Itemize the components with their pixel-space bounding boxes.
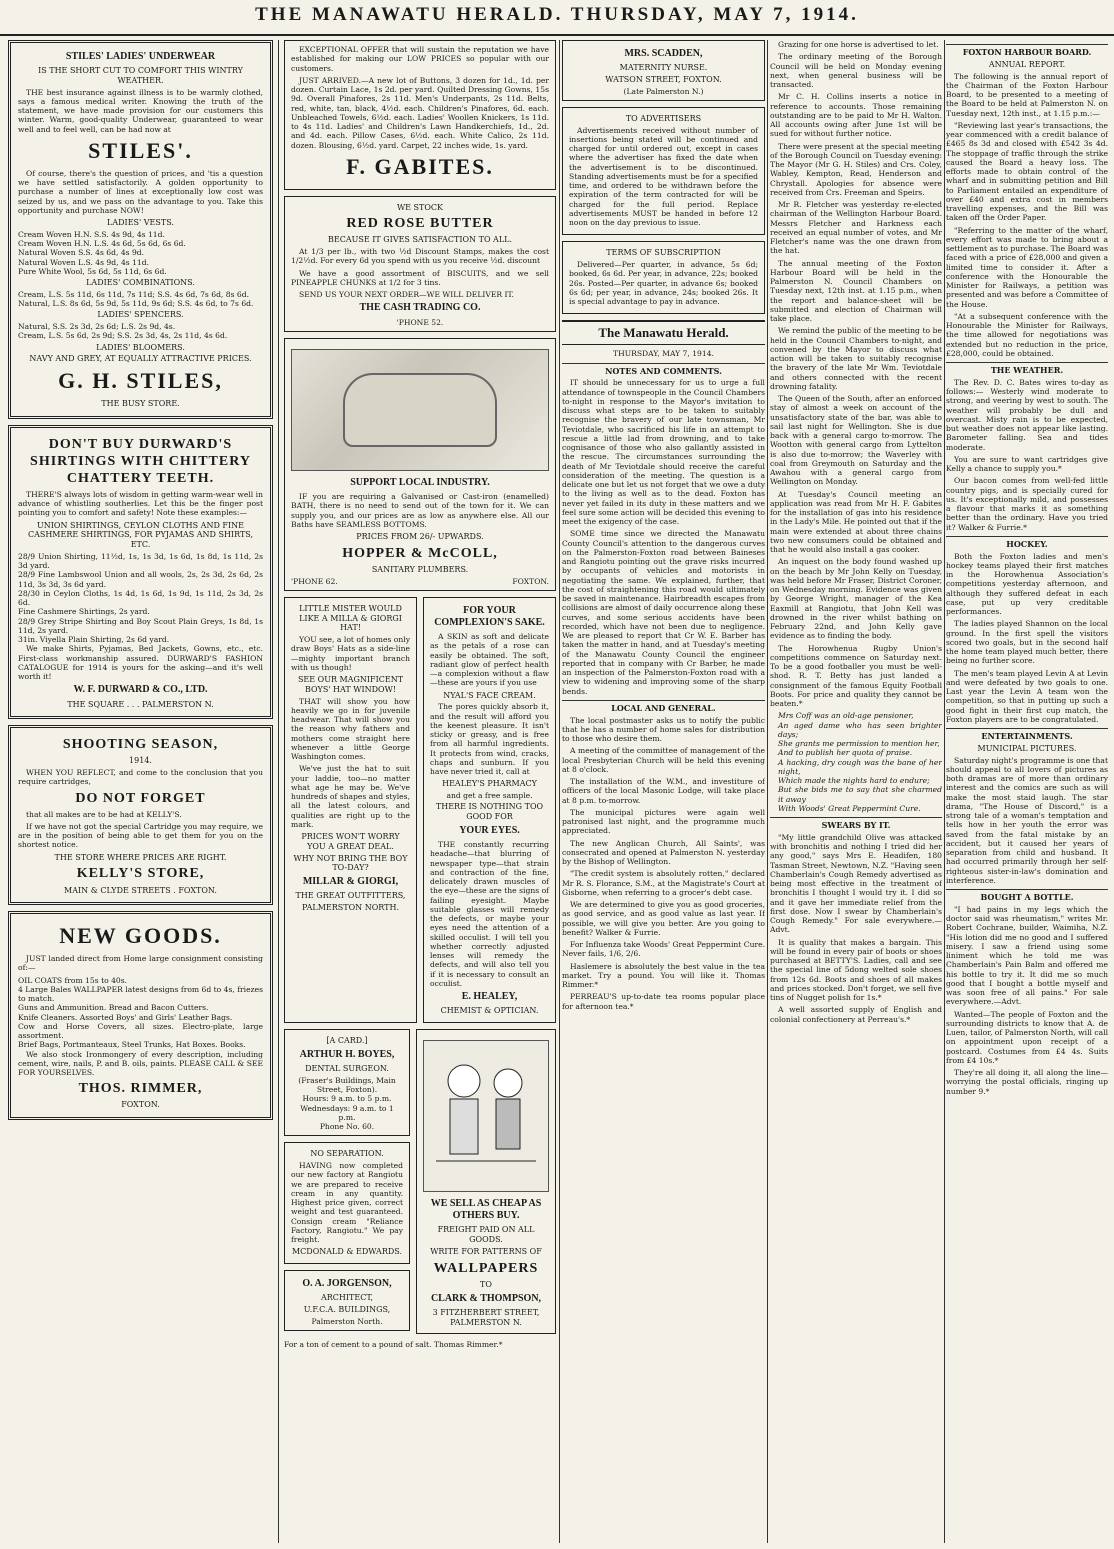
list-item: 4 Large Bales WALLPAPER latest designs from 6d to 4s, friezes to match. [18,984,263,1004]
rugby-paragraph: The Horowhenua Rugby Union's competitions commence on Saturday next. To be a good footballer you must be well-shod. R. T. Betty has just landed a consignment of the famous Equity Football Boots. For price and quality they cannot be beaten.* [770,643,942,708]
list-item: Natural, S.S. 2s 3d, 2s 6d; L.S. 2s 9d, 4s. [18,322,176,332]
eyes-heading1: THERE IS NOTHING TOO GOOD FOR [435,802,544,822]
kelly-year: 1914. [129,756,152,766]
vests-list [18,230,263,276]
boyes-trade: DENTAL SURGEON. [305,1064,389,1074]
jorgenson-card [284,1270,410,1331]
cash-stock: WE STOCK [396,202,444,212]
clark-wallpapers: WALLPAPERS [433,1260,539,1276]
column-2 [284,40,556,1543]
column-5 [946,40,1108,1543]
cash-trading-advert [284,196,556,332]
stiles-sub: IS THE SHORT CUT TO COMFORT THIS WINTRY WEATHER. [38,66,243,85]
durward-lines: UNION SHIRTINGS, CEYLON CLOTHS AND FINE CASHMERE SHIRTINGS, FOR PYJAMAS AND SHIRTS, ETC. [27,520,254,550]
left-cards [284,1029,410,1340]
verse-line: An aged dame who has seen brighter days; [778,720,942,739]
kelly-shop: KELLY'S STORE, [76,866,205,882]
article-paragraph: For Influenza take Woods' Great Peppermint Cure. Never fails, 1/6, 2/6. [562,940,765,959]
durward-heading: DON'T BUY DURWARD'S SHIRTINGS WITH CHITTERY CHATTERY TEETH. [30,436,251,486]
wanted-paragraph: Wanted—The people of Foxton and the surrounding districts to know that A. de Luen, tailor, of Palmerston North, will call on appointment upon receipt of a postcard. Costumes from £4 4s. Suits from £4 10s.* [946,1009,1108,1065]
article-paragraph: Mr R. Fletcher was yesterday re-elected chairman of the Wellington Harbour Board. Messrs Fletcher and Harkness each received an equal number of votes, and Mr Fletcher's name was the one drawn from the hat. [770,200,942,256]
harbour-heading: FOXTON HARBOUR BOARD. [946,44,1108,58]
article-paragraph: The municipal pictures were again well patronised last night, and the programme much appreciated. [562,807,765,836]
cash-shop: THE CASH TRADING CO. [359,302,481,314]
healey-advert [423,597,556,1023]
kelly-line4: THE STORE WHERE PRICES ARE RIGHT. [54,852,227,862]
article-paragraph: The ordinary meeting of the Borough Council will be held on Monday evening next, when general business will be transacted. [770,52,942,89]
rimmer-closing: We also stock Ironmongery of every description, including cement, wire, nails, P. and B. oils, paints. PLEASE CALL & SEE FOR YOURSELVES. [18,1049,263,1078]
article-paragraph: The installation of the W.M., and investiture of officers of the local Masonic Lodge, will take place at 8 p.m. to-morrow. [562,777,765,805]
advertisers-heading: TO ADVERTISERS [625,113,702,123]
article-paragraph: There were present at the special meeting of the Borough Council on Tuesday evening: The Mayor (Mr G. H. Stiles) and Crs. Coley, Wabley, Kempton, Read, Henderson and Chrystall. Apologies for absence were received from Crs. Freeman and Speirs. [770,141,942,197]
clark-address: 3 FITZHERBERT STREET, PALMERSTON N. [432,1307,540,1327]
article-paragraph: Haslemere is absolutely the best value in the tea market. Try a pound. You will like it. Thomas Rimmer.* [562,961,765,990]
stiles-tagline: THE BUSY STORE. [101,398,180,408]
millar-advert [284,597,417,1023]
harbour-subheading: ANNUAL REPORT. [988,59,1066,69]
list-item: Natural Woven L.S. 4s 9d, 4s 11d. [18,257,150,267]
scadden-card [562,40,765,101]
healey-pharmacy: HEALEY'S PHARMACY [442,779,537,789]
eyes-body: THE constantly recurring headache—that blurring of newspaper type—that strain and contraction of the fine, delicately drawn muscles of the eye—these are the signs of failing eyesight. Maybe suitable glasses will remedy the defects, or maybe your eyes need the attention of a skilled occulist. I will tell you whether correctly adjusted lenses will remedy the defects, and will also tell you if it is necessary to consult an occulist. [430,840,549,988]
list-item: Cream, L.S. 5s 11d, 6s 11d, 7s 11d; S.S. 4s 6d, 7s 6d, 8s 6d. [18,289,250,299]
article-paragraph: Both the Foxton ladies and men's hockey teams played their first matches in the Horowhenua Association's competitions yesterday afternoon, and although they suffered defeat in each case, put up very creditable performances. [946,551,1108,616]
column-4 [770,40,942,1543]
stiles-advert [8,40,273,419]
local-heading: LOCAL AND GENERAL. [562,700,765,714]
column-rule [944,40,945,1543]
cash-body1: At 1/3 per lb., with two ½d Discount Stamps, makes the cost 1/2½d. For every 6d you spend with us you receive ½d. discount [291,247,549,266]
eyes-heading2: YOUR EYES. [459,824,520,836]
clark-freight: FREIGHT PAID ON ALL GOODS. [437,1225,535,1245]
subscription-heading: TERMS OF SUBSCRIPTION [606,248,721,258]
clark-heading: WE SELL AS CHEAP AS OTHERS BUY. [430,1198,542,1222]
hopper-phone: 'PHONE 62. [291,576,338,586]
healey-body2: The pores quickly absorb it, and the result will afford you the keenest pleasure. It isn't sticky or greasy, and is free from all harmful ingredients. It protects from wind, cracks, chaps and sunburn. If you have never tried it, call at [430,702,549,777]
vests-heading: LADIES' VESTS. [107,218,174,228]
bottle-body: "I had pains in my legs which the doctor said was rheumatism," writes Mr. Robert Cochrane, builder, Waimiha, N.Z. "His lotion did me no good and I suffered misery. I saw a friend using some liniment which he told me was Chamberlain's Pain Balm and offered me his bottle to try it. It did me so much good that I bought a bottle myself and was soon free of all pains." For sale everywhere.—Advt. [946,904,1108,1007]
healey-shop: E. HEALEY, [461,991,518,1003]
entertainments-subheading: MUNICIPAL PICTURES. [977,743,1077,753]
rimmer-heading: NEW GOODS. [59,923,222,949]
list-item: 28/9 Union Shirting, 11½d, 1s, 1s 3d, 1s 6d, 1s 8d, 1s 11d, 2s 3d yard. [18,551,263,571]
hopper-footer [291,577,549,586]
list-item: OIL COATS from 15s to 40s. [18,975,128,985]
millar-body2: THAT will show you how heavily we go in for juvenile headwear. That will show you the reason why fathers and mothers come straight here whenever a little George Washington comes. [291,696,410,762]
kelly-heading: SHOOTING SEASON, [62,737,219,753]
article-paragraph: The local postmaster asks us to notify the public that he has a number of home sales for distribution to those who desire them. [562,715,765,744]
boyes-phone: Phone No. 60. [319,1122,375,1132]
bloomers-heading: LADIES' BLOOMERS. [96,342,185,352]
mcdonald-shop: MCDONALD & EDWARDS. [291,1247,403,1257]
weather-body: The Rev. D. C. Bates wires to-day as follows:— Westerly wind moderate to strong, and veering by west to south. The weather will probably be dull and overcast. Misty rain is to be expected, but weather does not appear like lasting. Barometer falling. Sea and tides moderate. [946,377,1108,452]
subscription-notice [562,241,765,314]
list-item: 28/9 Grey Stripe Shirting and Boy Scout Plain Greys, 1s 8d, 1s 11d, 2s yard. [18,616,263,635]
cash-sub: BECAUSE IT GIVES SATISFACTION TO ALL. [328,235,512,245]
boyes-card [284,1029,410,1136]
paper-title: The Manawatu Herald. [562,320,765,345]
list-item: 28/9 Fine Lambswool Union and all wools, 2s, 2s 3d, 2s 6d, 2s 11d, 3s 3d, 3s 6d yard. [18,570,263,589]
millar-body: YOU see, a lot of homes only draw Boys' Hats as a side-line—mighty important branch with us though! [291,635,410,672]
stiles-shop: G. H. STILES, [58,368,223,394]
hopper-town: FOXTON. [512,576,549,586]
millar-why: WHY NOT BRING THE BOY TO-DAY? [293,853,408,873]
article-paragraph: Mr C. H. Collins inserts a notice in reference to accounts. Those remaining outstanding are to be paid to Mr H. Walton. All accounts owing after June 1st will be sued for without further notice. [770,92,942,139]
rimmer-intro: JUST landed direct from Home large consignment consisting of:— [18,954,263,973]
column-3 [562,40,765,1543]
verse-line: With Woods' Great Peppermint Cure. [778,803,921,813]
mcdonald-advert [284,1142,410,1264]
article-paragraph: IT should be unnecessary for us to urge a full attendance of townspeople in the Council Chambers to-night in response to the Mayor's invitation to discuss what steps are to be taken to suitably recognise the bravery of our late townsman, Mr Teviotdale, who sacrificed his life in an attempt to rescue a little lad from drowning, and to take cognisance of those who also gallantly assisted in the rescue. The circumstances surrounding the death of Mr Teviotdale should receive the careful consideration of the meeting. The question is a delicate one but let us not forget that we owe a duty to the living as well as to the dead. Foxton has never yet failed in its duty in these matters and we feel sure some action will be decided this evening to meet the exigency of the case. [562,378,765,527]
advertisers-notice [562,107,765,236]
list-item: 31in. Viyella Plain Shirting, 2s 6d yard. [18,635,170,645]
cartoon-figures-icon [424,1041,548,1191]
rimmer-shop: THOS. RIMMER, [78,1081,203,1097]
gabites-intro: EXCEPTIONAL OFFER that will sustain the reputation we have established for making our LOW PRICES so popular with our customers. [291,45,549,73]
list-item: Cream Woven H.N. L.S. 4s 6d, 5s 6d, 6s 6d. [18,239,186,249]
gabites-advert [284,40,556,190]
column-rule [278,40,279,1543]
durward-address: THE SQUARE . . . PALMERSTON N. [67,699,214,709]
millar-town: PALMERSTON NORTH. [301,903,399,913]
scadden-late: (Late Palmerston N.) [623,86,704,96]
hopper-trade: SANITARY PLUMBERS. [371,564,469,574]
article-paragraph: The ladies played Shannon on the local ground. In the first spell the visitors scored two goals, but in the second half the home team played much better, there being no further score. [946,619,1108,666]
boyes-hours: Hours: 9 a.m. to 5 p.m. Wednesdays: 9 a.m. to 1 p.m. [300,1094,394,1122]
advertisers-body: Advertisements received without number of insertions being stated will be continued and charged for until ordered out, except in cases where the advertiser has fixed the date when the advertisement is to be discontinued. Standing advertisements must be for a specified time, and ordered to be withdrawn before the expiration of the term contracted for will be charged for the full period. Replace advertisements MUST be handed in before 12 noon on the day previous to issue. [569,125,758,228]
subscription-body: Delivered—Per quarter, in advance, 5s 6d; booked, 6s 6d. Per year, in advance, 22s; booked 26s. Posted—Per quarter, in advance 6s; booked 6s 6d; per year, in advance, 24s; booked 26s. It is special advantage to pay in advance. [569,260,758,307]
entertainments-body: Saturday night's programme is one that should appeal to all lovers of pictures as both dramas are of more than ordinary interest and the comics are such as will make the most staid laugh. The star drama, "The House of Discord," is a strong tale of a woman's temptation and tells how in her youth the error was saved from the fatal mistake by an accident, but it caused her years of separation from child and husband. It had occurred primarily through her self-righteous sister-in-law's domination and interference. [946,755,1108,885]
gabites-body: JUST ARRIVED.—A new lot of Buttons, 3 dozen for 1d., 1d. per dozen. Curtain Lace, 1s 2d. per yard. Quilted Dressing Gowns, 15s 9d. Overall Pinafores, 2s 11d. Men's Underpants, 2s 11d. Belts, red, white, tan, black, 4½d. each. Children's Pinafores, 6d. each. Unbleached Towels, 6½d. each. Ladies' Woollen Knickers, 1s 11d. to 4s 11d. Ladies' and Children's Lawn Handkerchiefs, 1d., 2d. and 4d. each. Pillow Cases, 6½d. each. White Calico, 2s 11d. dozen. Blousing, 6½d. yard. Carpet, 22 inches wide, 1s. yard. [291,75,549,150]
they-paragraph: They're all doing it, all along the line—worrying the postal officials, ringing up number 9.* [946,1068,1108,1096]
stiles-intro: THE best insurance against illness is to be warmly clothed, says a famous medical writer. Knowing the truth of the statement, we have made provision for our customers this winter. Warm, good-quality Underwear, guaranteed to wear well and to feel well, can be had now at [18,87,263,134]
article-paragraph: "At a subsequent conference with the Honourable the Minister for Railways, the time allowed for negotiations was extended but no reduction in the price, £28,000, could be obtained. [946,311,1108,358]
millar-prices: PRICES WON'T WORRY YOU A GREAT DEAL. [301,832,400,851]
article-paragraph: The following is the annual report of the Chairman of the Foxton Harbour Board, to be presented to a meeting of the Board to be held at Palmerston N. on Tuesday next, 12th inst., at 1.15 p.m.:— [946,71,1108,118]
bloomers-text: NAVY AND GREY, AT EQUALLY ATTRACTIVE PRICES. [29,354,252,364]
ad-pair [284,1029,556,1340]
kelly-line1: WHEN YOU REFLECT, and come to the conclusion that you require cartridges, [18,768,263,787]
article-paragraph: "Reviewing last year's transactions, the year commenced with a credit balance of £465 8s 3d and closed with £542 3s 4d. The stoppage of traffic through the strike caused the Board a heavy loss. The efforts made to obtain control of the wharf and in submitting petition and Bill to Parliament entailed an expenditure of over £40 and extra cost in members travelling expenses, and the Bill was taken off the Order Paper. [946,120,1108,223]
mcdonald-heading: NO SEPARATION. [310,1149,384,1159]
spencers-heading: LADIES' SPENCERS. [97,310,184,320]
kelly-advert [8,725,273,905]
col2-footer: For a ton of cement to a pound of salt. Thomas Rimmer.* [284,1340,503,1350]
verse-line: A hacking, dry cough was the bane of her night, [778,757,942,776]
list-item: Cream Woven H.N. S.S. 4s 9d, 4s 11d. [18,229,165,239]
list-item: Guns and Ammunition. Bread and Bacon Cutters. [18,1003,209,1013]
article-paragraph: SOME time since we directed the Manawatu County Council's attention to the dangerous curves on the Palmerston-Foxton road between Baineses and Rangiotu pointing out the grave risks incurred by occupants of vehicles and motorists in negotiating the same. We explained, further, that the cost of straightening this road would ultimately be saved in maintenance. Hairbreadth escapes from collisions are almost of daily occurrence along these curves, and some serious accidents have been recorded, which have not been due to negligence. We are pleased to report that Cr W. E. Barber has taken the matter in hand, and at Tuesday's meeting of the Manawatu County Council the engineer reported that in company with Cr Barber, he made an inspection of the Palmerston-Foxton road with a view to widening and improving some of the sharp bends. [562,529,765,696]
clark-write: WRITE FOR PATTERNS OF [430,1246,542,1256]
millar-body3: We've just the hat to suit your laddie, too—no matter what age he may be. We've hundreds of shapes and styles, all the latest colours, and qualities are right up to the mark. [291,764,410,829]
hopper-prices: PRICES FROM 26/- UPWARDS. [356,532,484,542]
article-paragraph: The annual meeting of the Foxton Harbour Board will be held in the Palmerston N. Council Chambers on Tuesday next, 12th inst. at 1.15 p.m., when the report and balance-sheet will be submitted and election of Chairman will take place. [770,258,942,323]
list-item: Brief Bags, Portmanteaux, Steel Trunks, Hat Boxes. Books. [18,1040,246,1050]
verse-line: And to publish her quota of praise. [778,748,913,758]
list-item: Pure White Wool, 5s 6d, 5s 11d, 6s 6d. [18,266,167,276]
verse-line: She grants me permission to mention her, [778,739,940,748]
jorgenson-address: U.F.C.A. BUILDINGS, [303,1304,391,1314]
column-rule [559,40,560,1543]
list-item: 28/30 in Ceylon Cloths, 1s 4d, 1s 6d, 1s 9d, 1s 11d, 2s 3d, 2s 6d. [18,588,263,608]
gabites-shop: F. GABITES. [346,153,494,179]
durward-shop: W. F. DURWARD & CO., LTD. [73,684,208,696]
article-paragraph: Grazing for one horse is advertised to let. [778,40,939,49]
bargain-paragraph: It is quality that makes a bargain. This will be found in every pair of boots or shoes purchased at BETTY'S. Ladies, call and see the special line of 5dong welted sole shoes from 12s 6d. Boots and shoes of all makes and prices stocked. Don't forget, we sell five tins of Nugget polish for 1s.* [770,937,942,1002]
jorgenson-trade: ARCHITECT, [320,1293,374,1303]
scadden-trade: MATERNITY NURSE. [619,63,708,73]
article-paragraph: At Tuesday's Council meeting an application was read from Mr H. F. Gabites for the installation of gas into his residence in the Lady's Mile. He pointed out that if the main were extended at about three chains two new consumers could be obtained and that he would also install a gas cooker. [770,489,942,554]
weather-heading: THE WEATHER. [946,362,1108,376]
article-paragraph: The new Anglican Church, All Saints', was consecrated and opened at Palmerston N. yesterday by the Bishop of Wellington. [562,838,765,867]
clark-to: TO [480,1279,492,1289]
article-paragraph: We are determined to give you as good groceries, as good service, and as good value as last year. If possible, we will give you better. Are you going to benefit? Walker & Furrie. [562,900,765,937]
card-tag: [A CARD.] [326,1036,368,1046]
list-item: Cow and Horse Covers, all sizes. Electro-plate, large assortment. [18,1021,263,1041]
verse-line: But she bids me to say that she charmed it away [778,785,942,804]
article-paragraph: A meeting of the committee of management of the local Presbyterian Church will be held this evening at 8 o'clock. [562,746,765,774]
healey-heading: FOR YOUR COMPLEXION'S SAKE. [434,604,545,629]
swears-body: "My little grandchild Olive was attacked with bronchitis and nothing I tried did her any good," says Mrs E. Headifen, 180 Tasman Street, Newtown, N.Z. "Having seen Chamberlain's Cough Remedy advertised as being most effective in the treatment of bronchitis I thought I would try it. I did so and it gave her immediate relief from the first dose. Now I swear by Chamberlain's Cough Remedy." For sale everywhere.—Advt. [770,832,942,935]
article-paragraph: The men's team played Levin A at Levin and were defeated by two goals to one. Last year the Levin A team won the competition, so that in putting up such a good fight in their first cup match, the Foxton players are to be congratulated. [946,668,1108,724]
clark-shop: CLARK & THOMPSON, [430,1292,542,1304]
article-paragraph: An inquest on the body found washed up on the beach by Mr John Kelly on Tuesday, was held before Mr Fraser, District Coroner, on Wednesday morning. Evidence was given by George Wright, manager of the Kea Eaxmill at Rangiotu, that John Kell was drowned in the river whilst bathing on February 22nd, and John Kelly gave evidence as to finding the body. [770,557,942,641]
combinations-heading: LADIES' COMBINATIONS. [86,278,195,288]
scadden-address: WATSON STREET, FOXTON. [605,74,722,84]
jorgenson-town: Palmerston North. [311,1316,383,1326]
millar-trade: THE GREAT OUTFITTERS, [295,891,406,901]
column-rule [767,40,768,1543]
durward-advert [8,425,273,720]
healey-sample: and get a free sample. [446,791,533,801]
hockey-heading: HOCKEY. [946,536,1108,550]
millar-see: SEE OUR MAGNIFICENT BOYS' HAT WINDOW! [297,675,404,694]
hopper-shop: HOPPER & McCOLL, [342,545,498,561]
mcdonald-body: HAVING now completed our new factory at Rangiotu we are prepared to receive cream in any quantity. Highest price given, correct weight and test guaranteed. Consign cream "Reliance Factory, Rangiotu." We pay freight. [291,1161,403,1245]
bottle-heading: BOUGHT A BOTTLE. [946,889,1108,903]
kelly-line3: If we have not got the special Cartridge you may require, we are in the position of being able to get them for you on the shortest notice. [18,821,263,850]
article-paragraph: "The credit system is absolutely rotten," declared Mr R. S. Florance, S.M., at the Magistrate's Court at Gisborne, when referring to a grocer's debt case. [562,869,765,897]
hopper-heading: SUPPORT LOCAL INDUSTRY. [350,476,490,488]
cash-phone: 'PHONE 52. [396,317,444,327]
cash-body2: We have a good assortment of BISCUITS, and we sell PINEAPPLE CHUNKS at 1/2 for 3 tins. [291,268,549,287]
column-1 [8,40,273,1543]
list-item: Fine Cashmere Shirtings, 2s yard. [18,607,150,617]
kelly-address: MAIN & CLYDE STREETS . FOXTON. [64,885,217,895]
hopper-body: IF you are requiring a Galvanised or Cast-iron (enamelled) BATH, there is no need to send out of the town for it. We can supply you, and our prices are as low as anywhere else. All our Baths have SEAMLESS BOTTOMS. [291,492,549,529]
verse-line: Which made the nights hard to endure; [778,776,930,785]
ad-pair [284,597,556,1029]
stiles-brand: STILES'. [88,137,193,163]
bath-icon [343,373,497,447]
list-item: Knife Cleaners. Assorted Boys' and Girls' Leather Bags. [18,1012,233,1022]
list-item: Natural, L.S. 8s 6d, 5s 9d, 5s 11d, 9s 6d; S.S. 4s 6d, to 7s 6d. [18,299,254,309]
issue-date: THURSDAY, MAY 7, 1914. [613,349,714,359]
swears-heading: SWEARS BY IT. [770,817,942,831]
article-paragraph: PERREAU'S up-to-date tea rooms popular place for afternoon tea.* [562,992,765,1011]
jorgenson-name: O. A. JORGENSON, [302,1278,392,1290]
stiles-heading: STILES' LADIES' UNDERWEAR [65,51,216,62]
cash-body3: SEND US YOUR NEXT ORDER—WE WILL DELIVER IT. [299,290,514,300]
cartoon-illustration [423,1040,549,1192]
durward-intro: THERE'S always lots of wisdom in getting warm-wear well in advance of whistling southerlies. Let this be the finger post pointing you to comfort and safety! Note these examples:— [18,489,263,518]
hopper-advert [284,338,556,591]
healey-trade: CHEMIST & OPTICIAN. [440,1006,539,1016]
bacon-paragraph: Our bacon comes from well-fed little country pigs, and is specially cured for us. It's exceptionally mild, and possesses a flavour that marks it as something better than the ordinary. Have you tried it? Walker & Furrie.* [946,476,1108,532]
millar-heading: LITTLE MISTER WOULD LIKE A MILLA & GIORGI HAT! [299,603,402,633]
rimmer-town: FOXTON. [121,1100,160,1110]
healey-product: NYAL'S FACE CREAM. [443,690,536,700]
durward-closing: We make Shirts, Pyjamas, Bed Jackets, Gowns, etc., etc. First-class workmanship assured. DURWARD'S FASHION CATALOGUE for 1914 is yours for the asking—and it's well worth it! [18,644,263,682]
cash-heading: RED ROSE BUTTER [346,216,494,232]
list-item: Cream, L.S. 5s 6d, 2s 9d; S.S. 2s 3d, 4s, 2s 11d, 4s 6d. [18,331,228,341]
scadden-name: MRS. SCADDEN, [624,48,703,59]
notes-heading: NOTES AND COMMENTS. [562,363,765,377]
bath-illustration [291,349,549,471]
verse [770,711,942,813]
entertainments-heading: ENTERTAINMENTS. [946,728,1108,742]
verse-line: Mrs Coff was an old-age pensioner, [778,711,914,721]
masthead: THE MANAWATU HERALD. THURSDAY, MAY 7, 1914. [0,4,1114,36]
boyes-name: ARTHUR H. BOYES, [299,1048,395,1060]
perreau-paragraph: A well assorted supply of English and colonial confectionery at Perreau's.* [770,1005,942,1024]
article-paragraph: "Referring to the matter of the wharf, every effort was made to bring about a settlement as to purchase. The Board was faced with a price of £28,000 and given a limited time to consider it. After a conference with the Honourable the Minister for Railways, a petition was presented and was before a Committee of the House. [946,225,1108,309]
list-item: Natural Woven S.S. 4s 6d, 4s 9d. [18,248,145,258]
rimmer-advert [8,911,273,1120]
kelly-forget: DO NOT FORGET [75,790,206,806]
stiles-body: Of course, there's the question of prices, and 'tis a question we have settled satisfactorily. A golden opportunity to purchase a number of lines at exceptionally low cost was seized by us, and we pass on the advantage to you. Take this opportunity and purchase NOW! [18,168,263,215]
boyes-address: (Fraser's Buildings, Main Street, Foxton). [298,1075,396,1095]
millar-shop: MILLAR & GIORGI, [302,876,399,888]
clark-advert [416,1029,556,1334]
kelly-line2: that all makes are to be had at KELLY'S. [26,809,182,819]
article-paragraph: The Queen of the South, after an enforced stay of almost a week on account of the unsatisfactory state of the bar, was able to sail last night for Wellington. She is due back with a general cargo to-morrow. The Wootton with general cargo from Lyttelton is also due to-morrow; the Waverley with coal from Greymouth on Saturday and the Awahou with a general cargo from Wellington on Monday. [770,394,942,487]
article-paragraph: We remind the public of the meeting to be held in the Council Chambers to-night, and convened by the Mayor to discuss what action will be taken to suitably recognise the bravery of the late Mr Wm. Teviotdale and others connected with the recent drowning fatality. [770,326,942,391]
healey-body: A SKIN as soft and delicate as the petals of a rose can easily be obtained. The soft, radiant glow of perfect health—a complexion without a flaw—these are yours if you use [430,632,549,688]
cartridges-paragraph: You are sure to want cartridges give Kelly a chance to supply you.* [946,454,1108,473]
